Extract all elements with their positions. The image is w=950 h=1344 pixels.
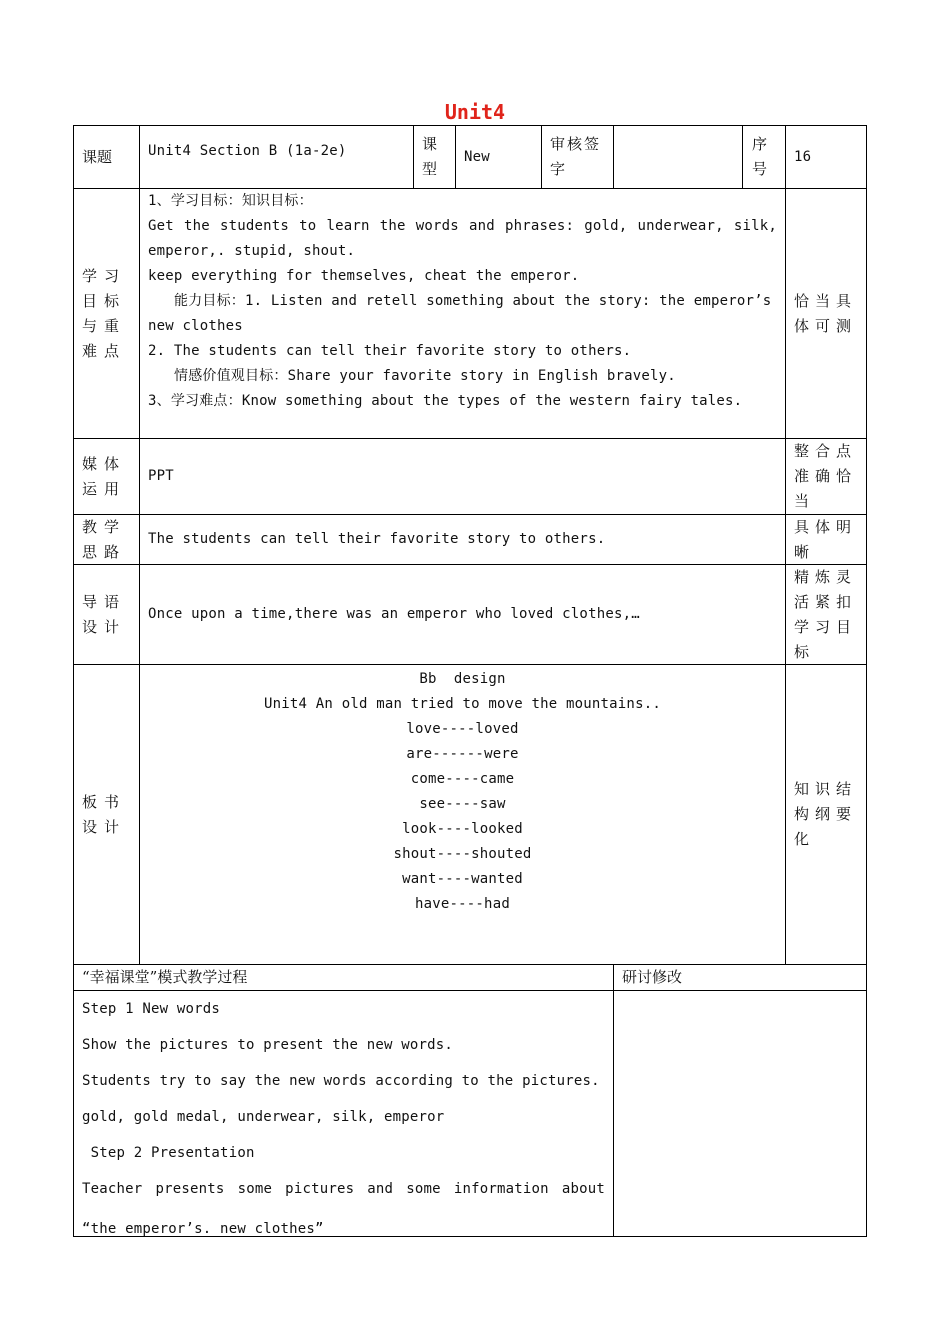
seq-label-cell (742, 125, 786, 189)
revision-content-cell (613, 990, 867, 1237)
thinking-label: 教学思路 (82, 517, 127, 561)
type-label-cell (413, 125, 456, 189)
media-note-cell (785, 438, 867, 515)
board-line: love----loved (406, 721, 519, 737)
objective-line: 1、学习目标：知识目标： (148, 193, 313, 209)
board-line: see----saw (419, 796, 506, 812)
review-value-cell (613, 125, 743, 189)
media-note: 整合点准确恰当 (794, 442, 858, 510)
board-line: shout----shouted (393, 846, 532, 862)
board-line: Unit4 An old man tried to move the mountains.. (264, 696, 661, 712)
topic-label: 课题 (82, 147, 113, 166)
objectives-label-cell (73, 188, 140, 439)
type-value-cell (455, 125, 542, 189)
process-line: Students try to say the new words according to the pictures. (82, 1073, 600, 1089)
board-line: Bb design (419, 671, 506, 687)
objective-line: 情感价值观目标：Share your favorite story in English bravely. (174, 368, 676, 384)
objective-line: keep everything for themselves, cheat the emperor. (148, 268, 580, 284)
board-label-cell (73, 664, 140, 965)
media-label: 媒体运用 (82, 454, 127, 498)
topic-value: Unit4 Section B (1a-2e) (148, 143, 347, 159)
objectives-note-cell (785, 188, 867, 439)
board-line: come----came (410, 771, 515, 787)
objectives-note: 恰当具体可测 (794, 291, 858, 335)
seq-value-cell (785, 125, 867, 189)
thinking-label-cell (73, 514, 140, 565)
intro-value: Once upon a time,there was an emperor who loved clothes,… (148, 606, 640, 622)
thinking-note: 具体明晰 (794, 517, 858, 561)
media-value-cell (139, 438, 786, 515)
objective-line: 2. The students can tell their favorite story to others. (148, 343, 632, 359)
board-line: are------were (406, 746, 519, 762)
objective-line: 3、学习难点：Know something about the types of the western fairy tales. (148, 393, 743, 409)
objectives-label: 学习目标与重难点 (82, 266, 127, 360)
media-label-cell (73, 438, 140, 515)
process-line: Step 1 New words (82, 1001, 221, 1017)
review-label-cell (541, 125, 614, 189)
board-note-cell (785, 664, 867, 965)
revision-header: 研讨修改 (622, 968, 683, 986)
intro-value-cell (139, 564, 786, 665)
objective-line: new clothes (148, 318, 243, 334)
intro-label: 导语设计 (82, 592, 127, 636)
process-header: “幸福课堂”模式教学过程 (82, 968, 248, 986)
objective-line: Get the students to learn the words and phrases: gold, underwear, silk, (148, 218, 777, 234)
revision-header-cell (613, 964, 867, 991)
process-header-cell (73, 964, 614, 991)
board-line: have----had (415, 896, 510, 912)
process-line: Show the pictures to present the new words. (82, 1037, 454, 1053)
type-value: New (464, 148, 490, 165)
media-value: PPT (148, 468, 174, 484)
topic-label-cell (73, 125, 140, 189)
type-label: 课型 (422, 135, 438, 178)
objectives-content-cell (139, 188, 786, 439)
seq-label: 序号 (752, 135, 768, 178)
document-title: Unit4 (444, 100, 506, 124)
process-line: gold, gold medal, underwear, silk, emperor (82, 1109, 445, 1125)
board-content-cell (139, 664, 786, 965)
objective-line: emperor,. stupid, shout. (148, 243, 356, 259)
process-line: Teacher presents some pictures and some information about (82, 1181, 605, 1197)
objective-line: 能力目标：1. Listen and retell something about the story: the emperor’s (174, 293, 772, 309)
thinking-value-cell (139, 514, 786, 565)
review-label: 审核签字 (550, 135, 602, 178)
process-content-cell (73, 990, 614, 1237)
process-line: “the emperor’s. new clothes” (82, 1221, 324, 1237)
intro-note-cell (785, 564, 867, 665)
process-line: Step 2 Presentation (82, 1145, 255, 1161)
board-line: want----wanted (402, 871, 523, 887)
thinking-note-cell (785, 514, 867, 565)
board-label: 板书设计 (82, 792, 127, 836)
intro-note: 精炼灵活紧扣学习目标 (794, 567, 858, 661)
thinking-value: The students can tell their favorite story to others. (148, 531, 606, 547)
topic-value-cell (139, 125, 414, 189)
board-note: 知识结构纲要化 (794, 780, 858, 848)
board-line: look----looked (402, 821, 523, 837)
intro-label-cell (73, 564, 140, 665)
seq-value: 16 (794, 148, 812, 165)
